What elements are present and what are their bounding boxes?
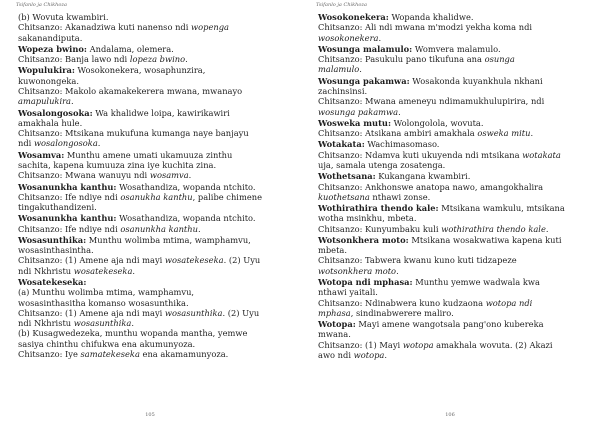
example-term: osweka mitu (477, 128, 531, 139)
entry-line (18, 76, 282, 86)
entry-text: . (384, 350, 387, 360)
example-term: osanunkha kanthu (120, 223, 198, 234)
entry-text: Chitsanzo: Mwana ameneyu ndimamukhulupirira, ndi (318, 96, 545, 107)
entry-text: awo ndi (318, 350, 354, 360)
entry-line (318, 64, 582, 74)
entry-line (18, 65, 282, 75)
entry-line (318, 160, 582, 170)
entry-text: Chitsanzo: (1) Amene aja ndi mayi (18, 255, 165, 266)
dictionary-entry (18, 65, 282, 106)
example-term: wotopa ndi (485, 297, 533, 308)
entry-line (318, 128, 582, 138)
example-term: lopeza bwino (129, 54, 186, 65)
example-term: wosunga pakamwa (318, 106, 399, 117)
entry-text: . (398, 106, 401, 117)
entry-text: Wosathandiza, wopanda ntchito. (116, 181, 256, 192)
entry-line (18, 118, 282, 128)
entry-text: wotha msinkhu, mbeta. (318, 213, 417, 224)
entry-line (318, 235, 582, 245)
entry-text: wosasinthasintha. (18, 245, 94, 256)
entry-text: Chitsanzo: Kunyumbaku kuli (318, 223, 442, 234)
entry-line (318, 329, 582, 339)
dictionary-entry (18, 277, 282, 359)
entry-text: . (185, 54, 188, 65)
headword: Wosatekeseka: (18, 277, 87, 288)
dictionary-entry (318, 171, 582, 202)
entry-line (18, 245, 282, 255)
entry-line (318, 118, 582, 128)
entry-text: Chitsanzo: Tabwera kwanu kuno kuti tidzapeze (318, 255, 517, 266)
entry-line (318, 54, 582, 64)
entry-text: Mtsikana wosakwatiwa kapena kuti (408, 234, 562, 245)
headword: Wosunga pakamwa: (318, 75, 410, 86)
dictionary-entry (318, 319, 582, 360)
entry-line (18, 86, 282, 96)
entry-line (318, 266, 582, 276)
entry-text: . (188, 170, 192, 181)
entry-text: Chitsanzo: (1) Mayi (318, 339, 403, 350)
entry-line (18, 224, 282, 234)
example-term: wosokonekera (318, 32, 379, 43)
entry-line (318, 22, 582, 32)
example-term: wosasunthika (73, 318, 132, 329)
entry-text: . (2) Uyu (223, 255, 261, 266)
entry-list (318, 12, 582, 361)
dictionary-entry (318, 203, 582, 234)
dictionary-entry (18, 213, 282, 234)
entry-text: mwana. (318, 329, 351, 340)
entry-line (318, 171, 582, 181)
entry-text: . (132, 265, 136, 276)
example-term: wosatekeseka (73, 265, 133, 276)
entry-line (18, 96, 282, 106)
running-header: Tsifanlo ja Chikhoza (16, 2, 68, 8)
entry-line (18, 54, 282, 64)
entry-text: . (359, 64, 362, 75)
entry-line (318, 245, 582, 255)
entry-text: Chitsanzo: Atsikana ambiri amakhala (318, 128, 478, 139)
entry-text: , palibe chimene (192, 191, 262, 202)
entry-text: Wosathandiza, wopanda ntchito. (116, 213, 256, 224)
dictionary-entry (318, 12, 582, 43)
headword: Wosweka mutu: (318, 117, 392, 128)
entry-text: . (396, 265, 399, 276)
example-term: wothirathira thendo kale (441, 223, 546, 234)
entry-line (318, 308, 582, 318)
entry-text: Chitsanzo: (1) Amene aja ndi mayi (18, 307, 165, 318)
dictionary-entry (18, 235, 282, 276)
entry-text: Chitsanzo: Mwana wanuyu ndi (18, 170, 150, 181)
entry-line (318, 319, 582, 329)
entry-text: nthawi zonse. (369, 191, 431, 202)
dictionary-entry (318, 118, 582, 139)
entry-text: tingakuthandizeni. (18, 202, 97, 213)
headword: Wosasunthika: (18, 234, 87, 245)
entry-text: sasiya chinthu chifukwa ena akumunyoza. (18, 338, 196, 349)
headword: Wotakata: (318, 139, 365, 150)
entry-line (18, 287, 282, 297)
entry-text: ndi Nkhristu (18, 318, 74, 329)
entry-text: (b) Kusagwedezeka, munthu wopanda mantha, yemwe (18, 328, 248, 339)
dictionary-entry (18, 108, 282, 149)
entry-text: Wachimasomaso. (364, 139, 440, 150)
entry-text: . (530, 128, 534, 139)
page-number: 105 (145, 412, 155, 418)
entry-list (18, 12, 282, 360)
example-term: samatekeseka (80, 349, 140, 359)
entry-line (18, 298, 282, 308)
entry-text: Chitsanzo: Pasukulu pano tikufuna ana (318, 54, 485, 65)
entry-line (18, 44, 282, 54)
headword: Wosamva: (18, 149, 65, 160)
entry-text: Chitsanzo: Ankhonswe anatopa nawo, amangokhalira (318, 181, 544, 192)
entry-text: . (131, 318, 134, 329)
entry-text: Mayi amene wangotsala pang'ono kubereka (355, 319, 544, 330)
entry-text: Wa khalidwe loipa, kawirikawiri (92, 107, 230, 118)
dictionary-entry (18, 44, 282, 65)
entry-text: Chitsanzo: Ife ndiye ndi (18, 191, 121, 202)
entry-line (318, 107, 582, 117)
entry-text: . (71, 96, 74, 107)
example-term: wosasunthika (164, 307, 223, 318)
entry-text: Chitsanzo: Mtsikana mukufuna kumanga naye banjayu (18, 128, 249, 139)
entry-line (318, 12, 582, 22)
headword: Wosunga malamulo: (318, 43, 413, 54)
entry-line (318, 224, 582, 234)
entry-text: Chitsanzo: Ndamva kuti ukuyenda ndi mtsikana (318, 149, 523, 160)
entry-line (318, 298, 582, 308)
entry-text: Mtsikana wamkulu, mtsikana (438, 203, 565, 214)
entry-line (18, 22, 282, 32)
entry-line (18, 328, 282, 338)
entry-line (18, 266, 282, 276)
entry-text: Chitsanzo: Makolo akamakekerera mwana, mwanayo (18, 85, 243, 96)
entry-text: ndi Nkhristu (18, 265, 74, 276)
example-term: mphasa (318, 307, 351, 318)
entry-text: sachita, kapena kumuuza zina iye kuchita zina. (18, 159, 217, 170)
example-term: wotsonkhera moto (318, 265, 397, 276)
dictionary-entry (18, 150, 282, 181)
example-term: osunga (484, 54, 515, 65)
entry-line (18, 213, 282, 223)
entry-text: Chitsanzo: Ndinabwera kuno kudzaona (318, 297, 486, 308)
entry-line (18, 255, 282, 265)
entry-line (18, 235, 282, 245)
entry-line (18, 170, 282, 180)
example-term: kuothetsana (318, 191, 370, 202)
entry-text: Munthu amene umati ukamuuza zinthu (64, 149, 233, 160)
dictionary-entry (318, 139, 582, 170)
entry-line (318, 203, 582, 213)
headword: Wothirathira thendo kale: (318, 203, 439, 214)
page-number: 106 (445, 412, 455, 418)
example-term: wotopa (402, 339, 434, 350)
headword: Wotsonkhera moto: (318, 234, 409, 245)
example-term: wosalongosoka (33, 138, 98, 149)
example-term: wopenga (191, 22, 229, 33)
entry-text: wosasinthasitha komanso wosasunthika. (18, 297, 189, 308)
entry-line (18, 182, 282, 192)
entry-line (318, 192, 582, 202)
entry-line (18, 33, 282, 43)
entry-line (18, 192, 282, 202)
dictionary-entry (18, 182, 282, 213)
entry-line (18, 128, 282, 138)
entry-text: ndi (18, 138, 34, 149)
entry-line (18, 349, 282, 359)
entry-line (18, 202, 282, 212)
entry-line (318, 287, 582, 297)
entry-line (318, 213, 582, 223)
dictionary-entry (318, 44, 582, 75)
entry-line (318, 255, 582, 265)
entry-text: Chitsanzo: Ali ndi mwana m'modzi yekha koma ndi (318, 22, 533, 33)
dictionary-entry (318, 76, 582, 117)
example-term: wotakata (522, 149, 561, 160)
headword: Wopulukira: (18, 65, 75, 76)
entry-text: Wosokonekera, wosaphunzira, (74, 65, 206, 76)
right-page (300, 0, 600, 424)
entry-text: ena akamamunyoza. (139, 349, 229, 359)
headword: Wotopa ndi mphasa: (318, 277, 413, 288)
entry-line (318, 44, 582, 54)
headword: Wosanunkha kanthu: (18, 181, 117, 192)
entry-line (318, 33, 582, 43)
entry-line (18, 277, 282, 287)
entry-text: zachinsinsi. (318, 85, 368, 96)
headword: Wotopa: (318, 319, 356, 330)
entry-line (18, 108, 282, 118)
entry-line (18, 12, 282, 22)
headword: Wosalongosoka: (18, 107, 93, 118)
entry-line (318, 277, 582, 287)
entry-line (18, 339, 282, 349)
entry-line (318, 76, 582, 86)
dictionary-entry (318, 277, 582, 318)
example-term: wosatekeseka (164, 255, 224, 266)
entry-text: . (545, 223, 549, 234)
example-term: osanukha kanthu (120, 191, 193, 202)
entry-text: . (378, 32, 382, 43)
entry-text: nthawi yaitali. (318, 287, 378, 298)
entry-text: Chitsanzo: Ife ndiye ndi (18, 223, 121, 234)
entry-text: Kukangana kwambiri. (375, 171, 471, 182)
entry-line (18, 318, 282, 328)
entry-line (18, 160, 282, 170)
entry-line (18, 308, 282, 318)
entry-line (318, 86, 582, 96)
entry-line (18, 138, 282, 148)
entry-text: Wolongolola, wovuta. (391, 117, 484, 128)
entry-line (318, 150, 582, 160)
entry-text: Chitsanzo: Akanadziwa kuti nanenso ndi (18, 22, 192, 33)
headword: Wothetsana: (318, 171, 376, 182)
entry-line (18, 150, 282, 160)
entry-text: (b) Wovuta kwambiri. (18, 12, 109, 22)
entry-text: uja, samala utenga zosatenga. (318, 159, 446, 170)
entry-text: (a) Munthu wolimba mtima, wamphamvu, (18, 287, 195, 298)
running-header: Tsifanlo ja Chikhoza (316, 2, 368, 8)
dictionary-entry (18, 12, 282, 43)
entry-text: amakhala wovuta. (2) Akazi (433, 339, 553, 350)
entry-text: . (97, 138, 101, 149)
entry-line (318, 139, 582, 149)
example-term: malamulo (318, 64, 360, 75)
headword: Wosanunkha kanthu: (18, 213, 117, 224)
entry-text: kuwonongeka. (18, 75, 79, 86)
entry-text: Munthu yemwe wadwala kwa (412, 277, 540, 288)
entry-text: , sindinabwerere maliro. (350, 307, 454, 318)
headword: Wopeza bwino: (18, 43, 87, 54)
entry-text: amakhala hule. (18, 117, 83, 128)
example-term: amapulukira (18, 96, 72, 107)
entry-line (318, 96, 582, 106)
example-term: wosamva (149, 170, 189, 181)
dictionary-entry (318, 235, 582, 276)
entry-text: Wopanda khalidwe. (388, 12, 474, 22)
entry-text: . (2) Uyu (222, 307, 260, 318)
entry-text: mbeta. (318, 245, 348, 256)
entry-text: Andalama, olemera. (86, 43, 174, 54)
entry-text: Chitsanzo: Banja lawo ndi (18, 54, 130, 65)
entry-text: Wosakonda kuyankhula nkhani (409, 75, 543, 86)
entry-text: . (197, 223, 201, 234)
entry-text: Munthu wolimba mtima, wamphamvu, (86, 234, 251, 245)
entry-line (318, 350, 582, 360)
example-term: wotopa (353, 350, 385, 360)
entry-text: Womvera malamulo. (412, 43, 501, 54)
entry-text: sakanandiputa. (18, 32, 83, 43)
entry-text: Chitsanzo: Iye (18, 349, 81, 359)
entry-line (318, 340, 582, 350)
entry-line (318, 182, 582, 192)
headword: Wosokonekera: (318, 12, 389, 22)
